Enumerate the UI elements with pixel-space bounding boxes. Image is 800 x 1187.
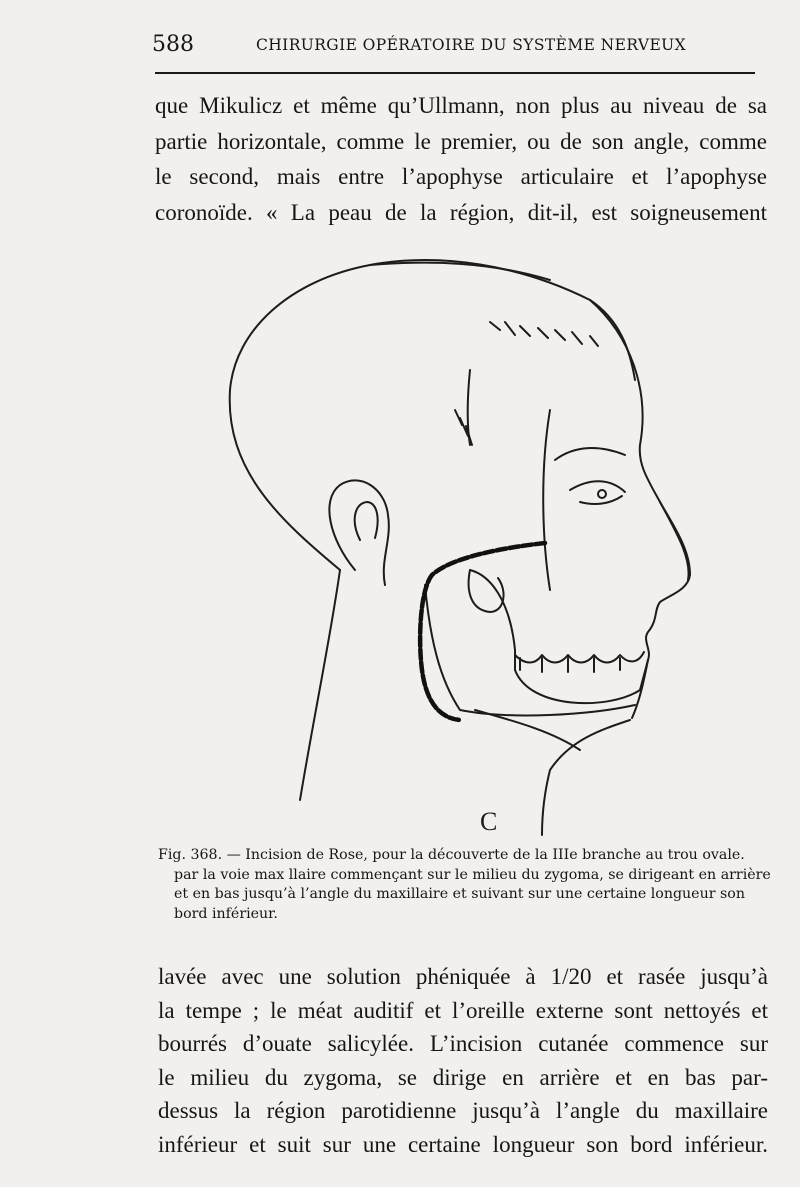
coronoid — [469, 570, 504, 612]
page-number: 588 — [152, 32, 194, 57]
paragraph-line: la tempe ; le méat auditif et l’oreille externe sont nettoyés et — [158, 997, 768, 1023]
header-rule — [155, 72, 755, 74]
caption-line: Fig. 368. — Incision de Rose, pour la découverte de la IIIe branche au trou ovale. — [158, 847, 745, 863]
caption-line: bord inférieur. — [174, 905, 278, 922]
running-title: CHIRURGIE OPÉRATOIRE DU SYSTÈME NERVEUX — [256, 36, 687, 54]
paragraph-line: bourrés d’ouate salicylée. L’incision cutanée commence sur — [158, 1031, 768, 1056]
figure-mark: C — [480, 807, 498, 836]
running-head — [152, 32, 752, 62]
incision-line — [420, 543, 545, 720]
nose-line — [660, 502, 689, 580]
paragraph-line: coronoïde. « La peau de la région, dit-il, est soigneusement — [155, 199, 767, 225]
mandible — [470, 570, 648, 703]
upper-teeth — [515, 652, 644, 663]
brow — [555, 448, 625, 460]
paragraph-line: partie horizontale, comme le premier, ou de son angle, comme — [155, 128, 767, 154]
figure-caption — [158, 846, 771, 924]
head-profile-drawing — [170, 240, 730, 840]
paragraph-line: le second, mais entre l’apophyse articulaire et l’apophyse — [155, 164, 767, 189]
ear-inner — [355, 502, 378, 540]
top-paragraph — [155, 88, 767, 230]
lower-teeth — [520, 658, 620, 672]
paragraph-line: le milieu du zygoma, se dirige en arrière et en bas par- — [158, 1064, 768, 1090]
paragraph-line: que Mikulicz et même qu’Ullmann, non plus au niveau de sa — [155, 93, 767, 118]
caption-line: par la voie max llaire commençant sur le milieu du zygoma, se dirigeant en arrière — [174, 866, 771, 883]
cheek-line — [543, 410, 550, 590]
pupil — [598, 490, 606, 498]
eye-upper — [570, 481, 625, 492]
caption-line: et en bas jusqu’à l’angle du maxillaire et suivant sur une certaine longueur son — [174, 886, 745, 903]
hair-hatch — [490, 322, 598, 346]
figure-head-profile-illustration — [170, 240, 730, 840]
mandible-ramus — [425, 585, 635, 715]
paragraph-line: lavée avec une solution phéniquée à 1/20 et rasée jusqu’à — [158, 964, 768, 989]
scalp-line — [370, 263, 550, 280]
neck-back — [300, 570, 340, 800]
face-profile — [590, 300, 690, 718]
paragraph-line: dessus la région parotidienne jusqu’à l’angle du maxillaire — [158, 1098, 768, 1123]
bottom-paragraph — [158, 960, 768, 1161]
skull-outline — [230, 260, 635, 570]
temple-hatch — [455, 410, 472, 445]
paragraph-line: inférieur et suit sur une certaine longueur son bord inférieur. — [158, 1131, 768, 1157]
